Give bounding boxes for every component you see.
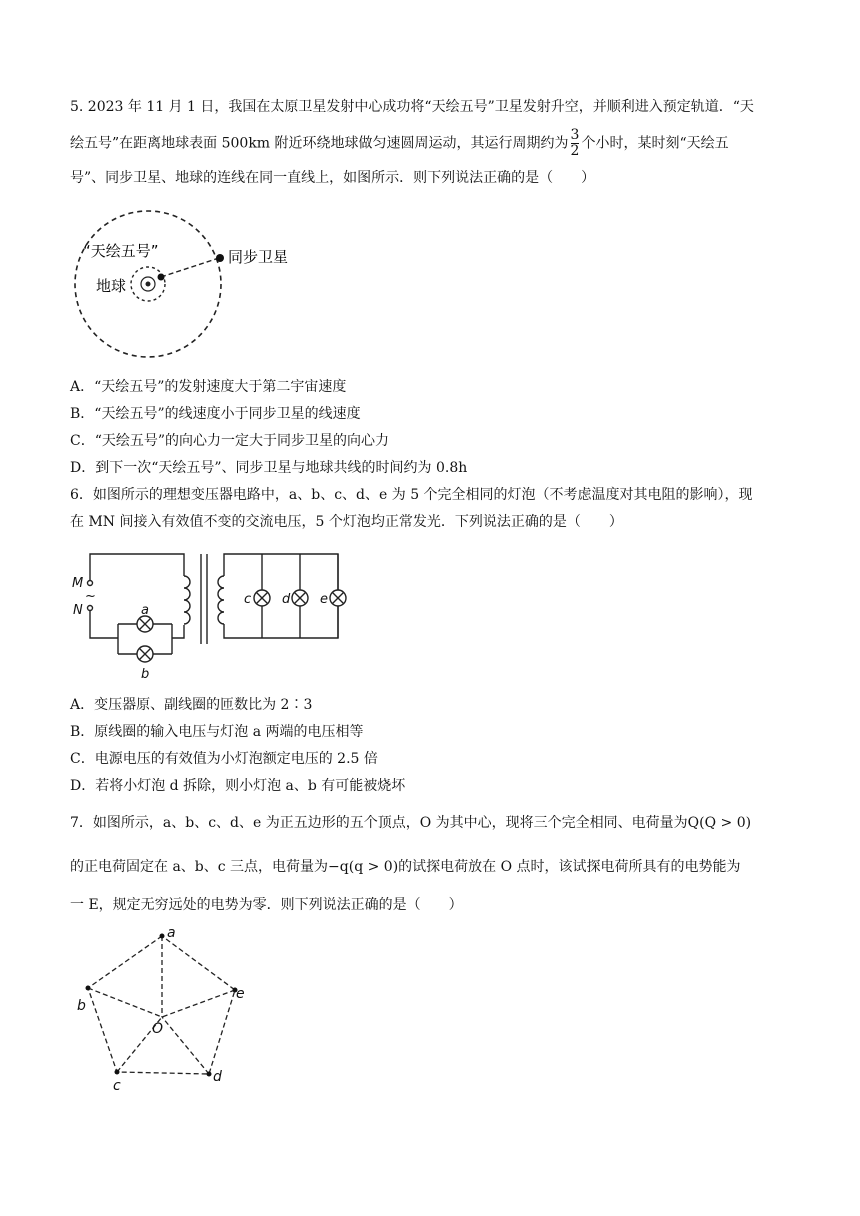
ac-source-icon: ~ [85,589,96,604]
label-tianhui: “天绘五号” [83,242,159,260]
q5-option-b: B．“天绘五号”的线速度小于同步卫星的线速度 [70,406,361,422]
q6-option-c: C．电源电压的有效值为小灯泡额定电压的 2.5 倍 [70,751,378,767]
label-e: e [236,986,245,1002]
label-b: b [141,667,150,682]
q6-stem-line2: 在 MN 间接入有效值不变的交流电压，5 个灯泡均正常发光．下列说法正确的是（ ） [70,514,623,530]
q6-circuit-figure [66,548,366,684]
q7-stem-line1: 7．如图所示，a、b、c、d、e 为正五边形的五个顶点，O 为其中心，现将三个完全相同、电荷量为Q(Q > 0) [70,815,752,831]
q6-option-d: D．若将小灯泡 d 拆除，则小灯泡 a、b 有可能被烧坏 [70,778,406,794]
q5-option-d: D．到下一次“天绘五号”、同步卫星与地球共线的时间约为 0.8h [70,460,468,476]
q5-stem-line2-pre: 绘五号”在距离地球表面 500km 附近环绕地球做匀速圆周运动，其运行周期约为 [70,135,569,152]
q6-option-b: B．原线圈的输入电压与灯泡 a 两端的电压相等 [70,724,364,740]
vertex-d-dot [207,1072,212,1077]
q5-orbit-figure [68,206,308,358]
q5-option-a: A．“天绘五号”的发射速度大于第二宇宙速度 [70,379,347,395]
label-sync-satellite: 同步卫星 [228,248,289,266]
line-b-o [88,988,162,1017]
q5-stem-line1: 5. 2023 年 11 月 1 日，我国在太原卫星发射中心成功将“天绘五号”卫星发射升空，并顺利进入预定轨道．“天 [70,99,754,115]
wire-top-primary [90,554,184,580]
fraction-denominator: 2 [570,143,580,159]
q5-stem-line2 [70,128,729,159]
label-n: N [73,603,83,618]
tianhui-satellite-dot [158,274,165,281]
secondary-coil [218,576,224,624]
label-b: b [77,998,86,1014]
q6-stem-line1: 6．如图所示的理想变压器电路中，a、b、c、d、e 为 5 个完全相同的灯泡（不考虑温度对其电阻的影响），现 [70,487,753,503]
fraction-numerator: 3 [570,127,580,143]
vertex-b-dot [86,986,91,991]
line-e-o [162,990,235,1017]
terminal-m [88,581,93,586]
q7-stem-line3: 一 E，规定无穷远处的电势为零．则下列说法正确的是（ ） [70,897,463,913]
label-d: d [282,592,291,607]
wire-lamps-to-coil [172,625,184,638]
q7-pentagon-figure [70,920,260,1100]
lamp-c-icon [254,590,270,606]
vertex-a-dot [160,934,165,939]
lamp-d-icon [292,590,308,606]
label-c: c [113,1078,121,1094]
label-c: c [244,592,252,607]
earth-center-dot [146,282,151,287]
label-m: M [72,576,84,591]
q6-option-a: A．变压器原、副线圈的匝数比为 2∶3 [70,697,313,713]
terminal-n [88,606,93,611]
lamp-a-icon [137,616,153,632]
label-d: d [213,1069,222,1085]
q5-stem-line3: 号”、同步卫星、地球的连线在同一直线上，如图所示．则下列说法正确的是（ ） [70,170,596,186]
sync-satellite-dot [216,254,224,262]
label-a: a [167,925,176,941]
q5-stem-line2-post: 个小时，某时刻“天绘五 [581,135,729,152]
line-d-o [162,1017,209,1074]
wire-n-to-lamps [90,611,118,638]
label-o: O [152,1021,164,1037]
connecting-line [161,258,219,277]
label-earth: 地球 [96,277,127,295]
label-a: a [141,603,149,618]
q7-stem-line2: 的正电荷固定在 a、b、c 三点，电荷量为−q(q > 0)的试探电荷放在 O 点时，该试探电荷所具有的电势能为 [70,859,741,875]
primary-coil [184,576,190,624]
lamp-e-icon [330,590,346,606]
q5-option-c: C．“天绘五号”的向心力一定大于同步卫星的向心力 [70,433,390,449]
lamp-b-icon [137,646,153,662]
label-e: e [320,592,328,607]
q5-period-fraction [571,128,580,159]
vertex-c-dot [115,1070,120,1075]
